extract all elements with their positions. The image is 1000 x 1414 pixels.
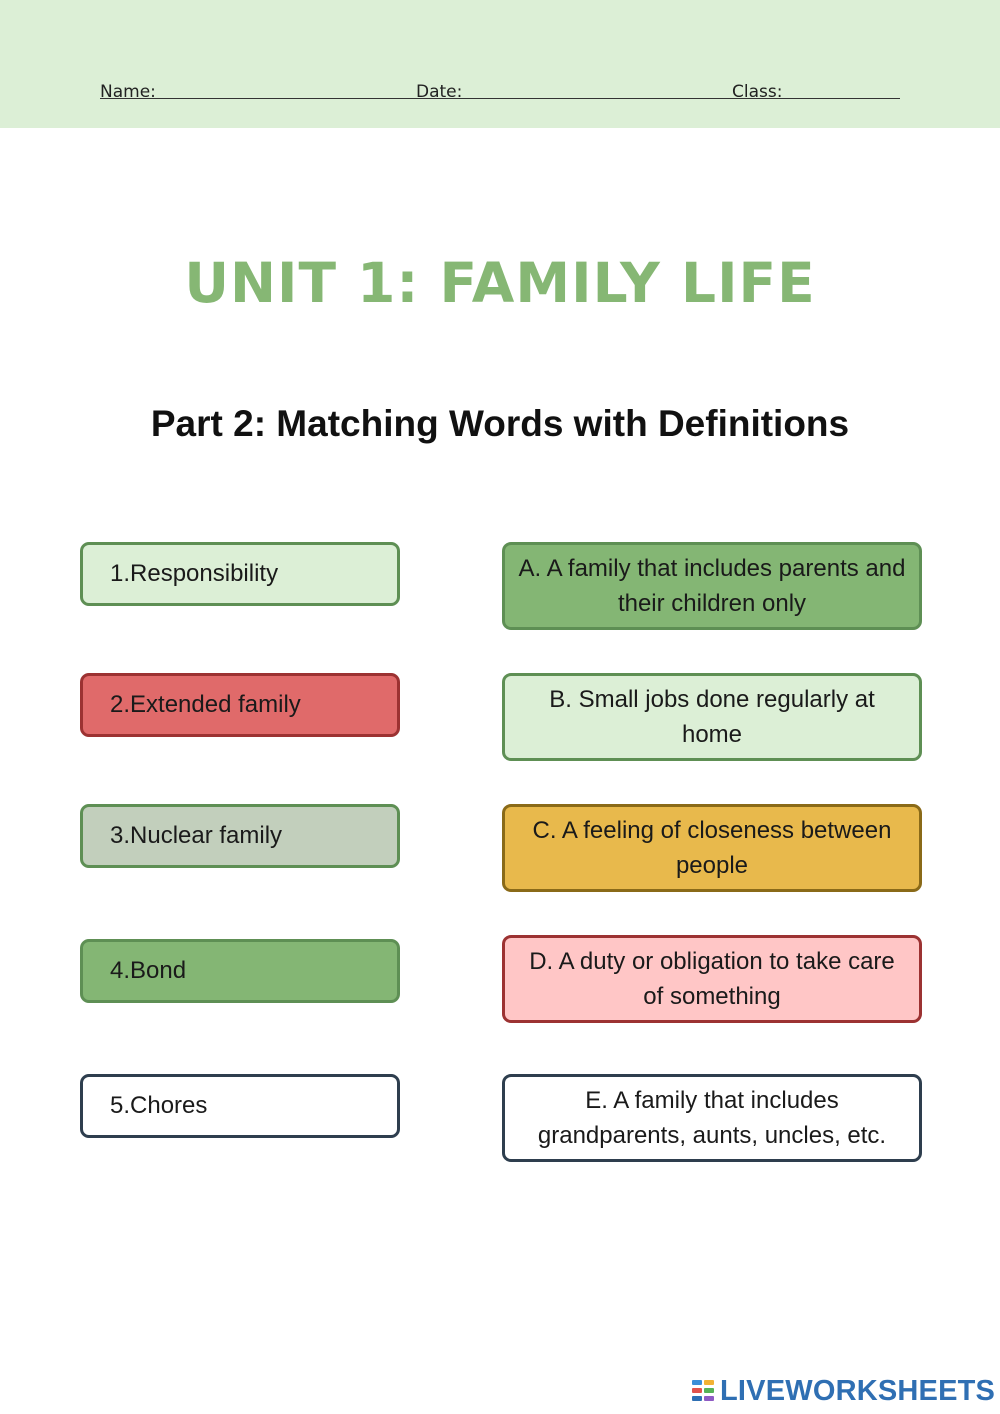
- definition-label: B. Small jobs done regularly at home: [549, 686, 875, 748]
- liveworksheets-logo-text: LIVEWORKSHEETS: [720, 1374, 996, 1407]
- word-box-responsibility[interactable]: [80, 542, 400, 606]
- name-label: Name:: [100, 82, 156, 102]
- name-line: [100, 98, 418, 99]
- word-box-nuclear-family[interactable]: [80, 804, 400, 868]
- definition-box-d[interactable]: [502, 935, 922, 1023]
- date-line: [416, 98, 734, 99]
- definition-box-b[interactable]: [502, 673, 922, 761]
- liveworksheets-logo[interactable]: [692, 1374, 995, 1408]
- class-line: [732, 98, 900, 99]
- definition-label: A. A family that includes parents and their children only: [518, 555, 906, 617]
- word-box-bond[interactable]: [80, 939, 400, 1003]
- word-label: 4.Bond: [110, 957, 187, 984]
- word-label: 1.Responsibility: [110, 560, 279, 587]
- class-label: Class:: [732, 82, 783, 102]
- definition-label: D. A duty or obligation to take care of something: [529, 948, 895, 1010]
- definition-box-a[interactable]: [502, 542, 922, 630]
- section-subtitle: Part 2: Matching Words with Definitions: [150, 403, 850, 444]
- definition-label: C. A feeling of closeness between people: [532, 817, 892, 879]
- header-band: [0, 0, 1000, 128]
- word-box-chores[interactable]: [80, 1074, 400, 1138]
- date-label: Date:: [416, 82, 463, 102]
- liveworksheets-logo-icon: [692, 1378, 716, 1404]
- definition-label: E. A family that includes grandparents, aunts, uncles, etc.: [537, 1087, 887, 1149]
- definition-box-e[interactable]: [502, 1074, 922, 1162]
- page-title: UNIT 1: FAMILY LIFE: [184, 251, 816, 315]
- word-label: 2.Extended family: [110, 691, 301, 718]
- word-label: 5.Chores: [110, 1092, 208, 1119]
- definition-box-c[interactable]: [502, 804, 922, 892]
- word-box-extended-family[interactable]: [80, 673, 400, 737]
- word-label: 3.Nuclear family: [110, 822, 283, 849]
